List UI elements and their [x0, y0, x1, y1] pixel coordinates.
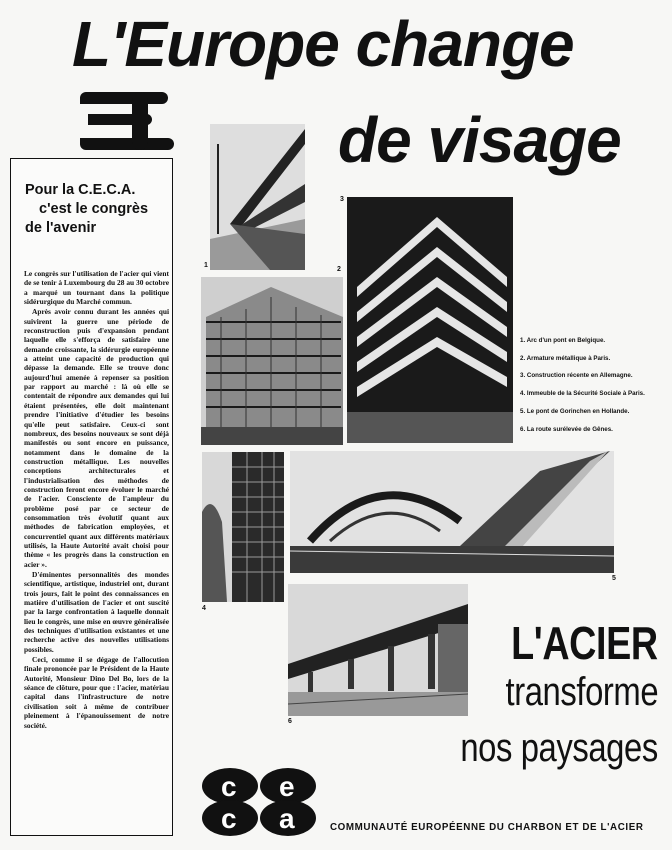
caption-item: 2. Armature métallique à Paris.: [520, 354, 611, 362]
article-title: [25, 181, 170, 238]
photo-number-5: 5: [612, 575, 616, 582]
logo-letter-c1: c: [221, 771, 237, 802]
photo-5-bridge: [290, 451, 614, 573]
photo-number-6: 6: [288, 718, 292, 725]
headline-line-1: L'Europe change: [72, 8, 574, 80]
footer-organization: COMMUNAUTÉ EUROPÉENNE DU CHARBON ET DE L'ACIER: [330, 822, 644, 833]
photo-number-3: 3: [340, 196, 344, 203]
caption-item: 1. Arc d'un pont en Belgique.: [520, 337, 606, 344]
photo-6-elevated-road: [288, 584, 468, 716]
photo-2-steel-frame: [201, 277, 343, 445]
ecsc-e-logo: [80, 92, 175, 160]
article-title-line: de l'avenir: [25, 220, 97, 236]
caption-item: 5. Le pont de Gorinchen en Hollande.: [520, 407, 630, 415]
article-paragraph: Après avoir connu durant les années qui suivirent la guerre une période de reconstruction puis d'expansion pendant laquelle elle s'efforça de satisfaire une demande croissante, la sidérurgie européenne a atteint une capacité de production qui dépasse la demande. Elle se trouve donc aujourd'hui amenée à repenser sa position par rapport au marché : là où elle se contentait de répondre aux demandes qui lui étaient présentées, elle doit maintenant prendre l'initiative d'étudier les besoins qu'elle peut satisfaire. Ceux-ci sont nombreux, des besoins nouveaux se sont déjà manifestés ou sont encore en puissance, notamment dans le domaine de la construction métallique. Les nouvelles conceptions architecturales et l'industrialisation des méthodes de construction feront encore évoluer le marché de l'acier. Consciente de l'ampleur du problème posé par ce secteur de consommation très évolutif quant aux méthodes de fabrication employées, et concurrentiel quant aux différents matériaux utilisés, la Haute Autorité avait choisi pour thème « les progrès dans la construction en acier ».: [24, 307, 169, 569]
photo-number-1: 1: [204, 262, 208, 269]
logo-letter-c2: c: [221, 803, 237, 834]
photo-1-bridge-arch: [210, 124, 305, 270]
logo-letter-e: e: [279, 771, 295, 802]
photo-3-modern-building: [347, 197, 513, 443]
photo-4-office-building: [202, 452, 284, 602]
caption-item: 3. Construction récente en Allemagne.: [520, 372, 633, 380]
photo-number-4: 4: [202, 605, 206, 612]
slogan-line-1: L'ACIER: [511, 617, 658, 669]
caption-item: 6. La route surélevée de Gênes.: [520, 425, 613, 433]
logo-letter-a: a: [279, 803, 295, 834]
article-body: [24, 269, 169, 829]
headline-line-2: de visage: [338, 104, 621, 176]
article-title-line: Pour la C.E.C.A.: [25, 182, 136, 198]
photo-number-2: 2: [337, 266, 341, 273]
article-paragraph: D'éminentes personnalités des mondes scientifique, artistique, industriel ont, durant trois jours, fait le point des connaissances en matière d'utilisation de l'acier et ont suscité par la large confrontation à laquelle donnait lieu le congrès, une mise en œuvre généralisée des techniques d'utilisation existantes et une recherche active des nouvelles utilisations possibles.: [24, 570, 169, 654]
photo-captions: [520, 338, 670, 444]
article-paragraph: Ceci, comme il se dégage de l'allocution finale prononcée par le Président de la Haute Autorité, Monsieur Dino Del Bo, lors de la séance de clôture, pour que : l'acier, matériau capital dans l'infrastructure de notre civilisation soit à même de contribuer pleinement à l'épanouissement de notre société.: [24, 655, 169, 730]
article-paragraph: Le congrès sur l'utilisation de l'acier qui vient de se tenir à Luxembourg du 28 au 30 octobre a marqué un tournant dans la politique sidérurgique du Marché commun.: [24, 269, 169, 307]
article-title-line: c'est le congrès: [39, 201, 149, 217]
slogan-line-3: nos paysages: [460, 726, 658, 770]
caption-item: 4. Immeuble de la Sécurité Sociale à Paris.: [520, 390, 645, 398]
ceca-logo: [200, 764, 325, 844]
article-box: [10, 158, 173, 836]
slogan-line-2: transforme: [505, 670, 658, 714]
